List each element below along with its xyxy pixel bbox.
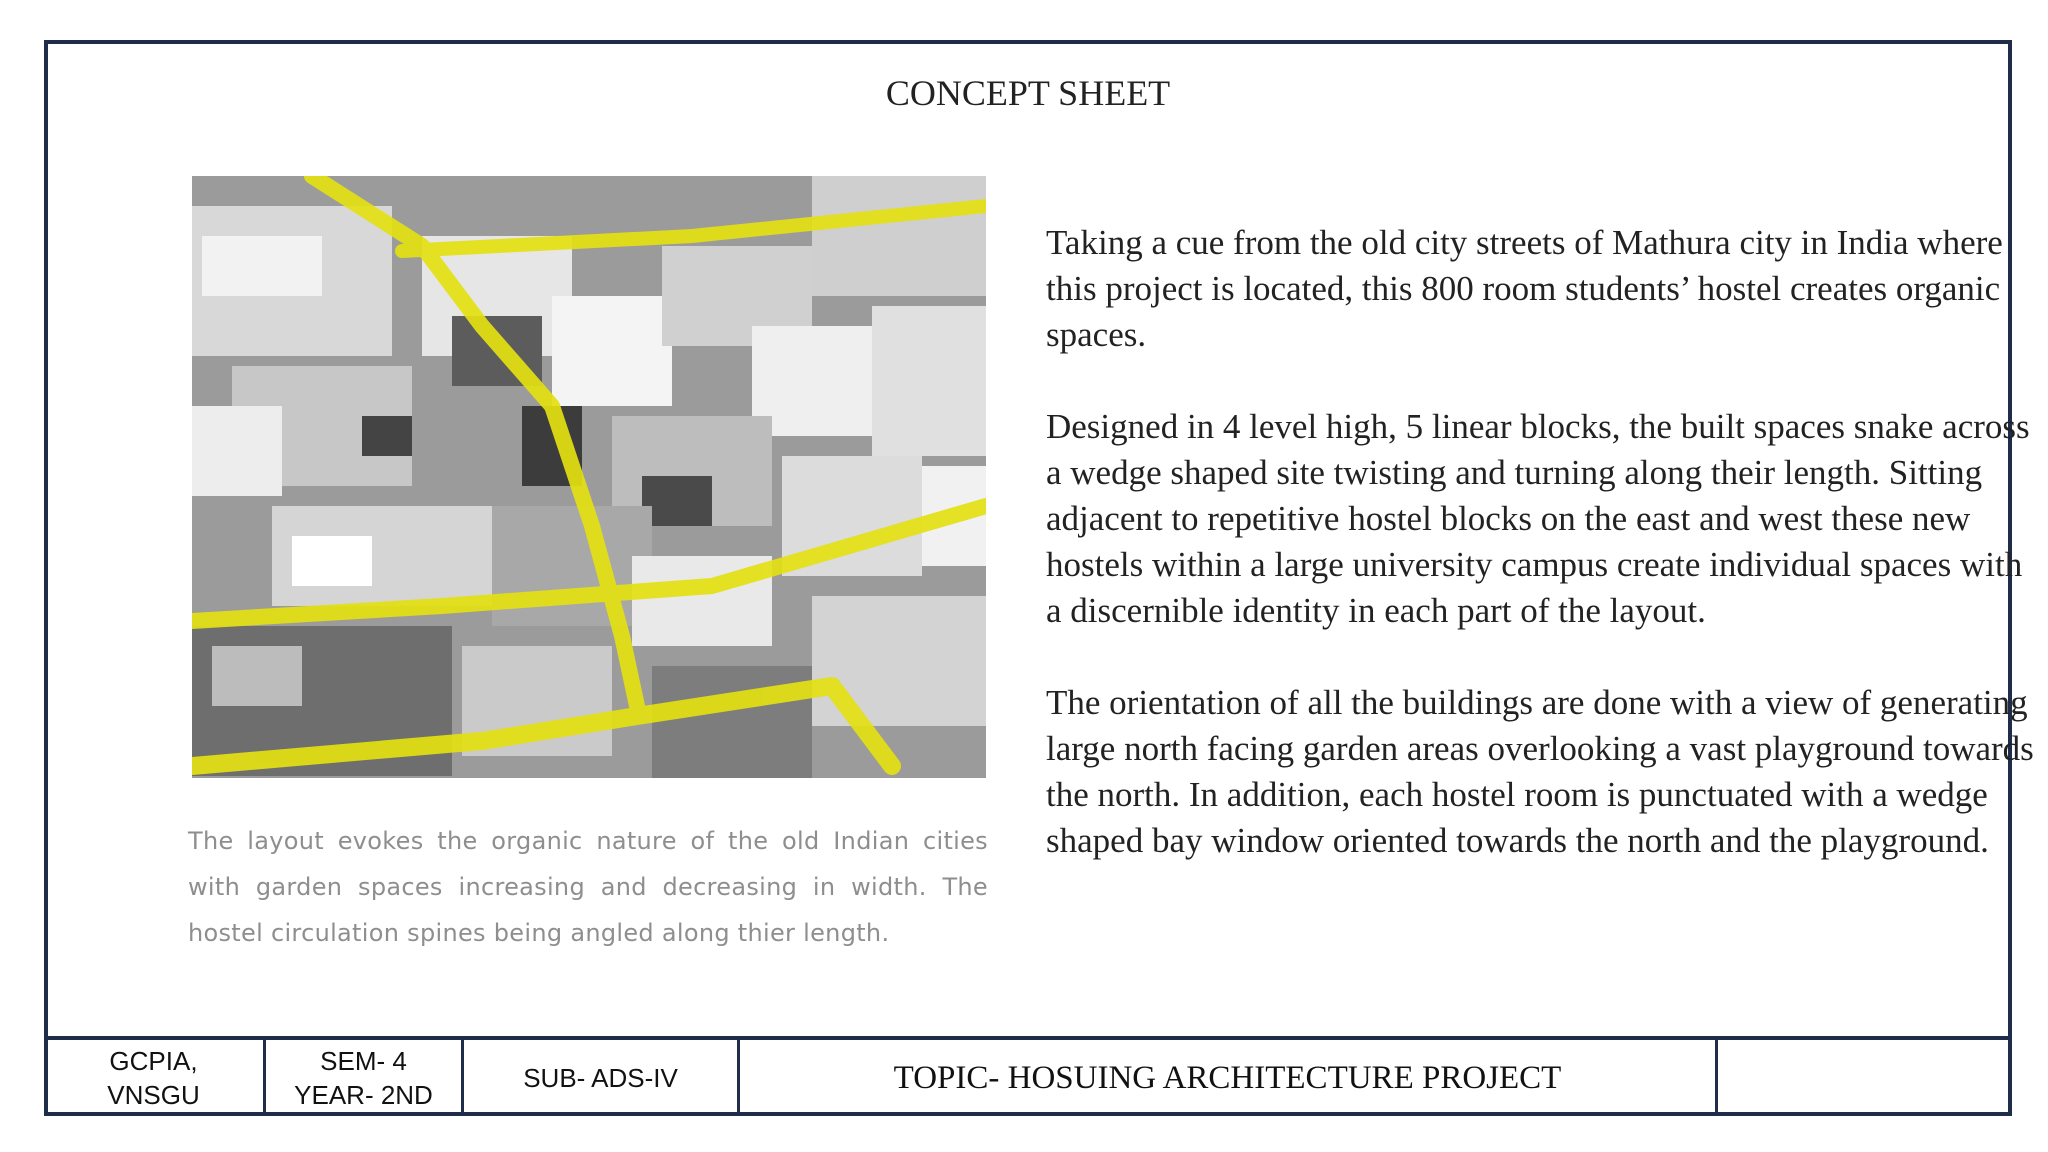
semester-line2: YEAR- 2ND	[294, 1080, 433, 1110]
aerial-city-photo	[192, 176, 986, 778]
sheet-title: CONCEPT SHEET	[885, 73, 1171, 113]
semester-line1: SEM- 4	[320, 1046, 407, 1076]
subject-label: SUB- ADS-IV	[523, 1063, 678, 1093]
title-block	[44, 1036, 2012, 1116]
concept-sheet	[44, 40, 2034, 1116]
photo-caption: The layout evokes the organic nature of the old Indian cities with garden spaces increasing and decreasing in width. The hostel circulation spines being angled along thier length.	[188, 827, 988, 947]
topic-cell	[740, 1040, 1718, 1116]
institute-cell	[44, 1040, 266, 1116]
paragraph-1: Taking a cue from the old city streets of Mathura city in India where this project is located, this 800 room students’ hostel creates organic spaces.	[1046, 223, 2003, 354]
paragraph-2: Designed in 4 level high, 5 linear blocks, the built spaces snake across a wedge shaped site twisting and turning along their length. Sitting adjacent to repetitive hostel blocks on the east and west these new hostels within a large university campus create individual spaces with a discernible identity in each part of the layout.	[1046, 407, 2030, 630]
institute-line2: VNSGU	[107, 1080, 200, 1110]
blank-cell	[1718, 1040, 2012, 1116]
aerial-city-illustration	[192, 176, 986, 778]
paragraph-3: The orientation of all the buildings are done with a view of generating large north facing garden areas overlooking a vast playground towards the north. In addition, each hostel room is punctuated with a wedge shaped bay window oriented towards the north and the playground.	[1046, 683, 2034, 860]
institute-line1: GCPIA,	[109, 1046, 198, 1076]
concept-description	[1046, 220, 2038, 910]
subject-cell	[464, 1040, 740, 1116]
topic-label: TOPIC- HOSUING ARCHITECTURE PROJECT	[893, 1059, 1562, 1096]
semester-cell	[266, 1040, 464, 1116]
